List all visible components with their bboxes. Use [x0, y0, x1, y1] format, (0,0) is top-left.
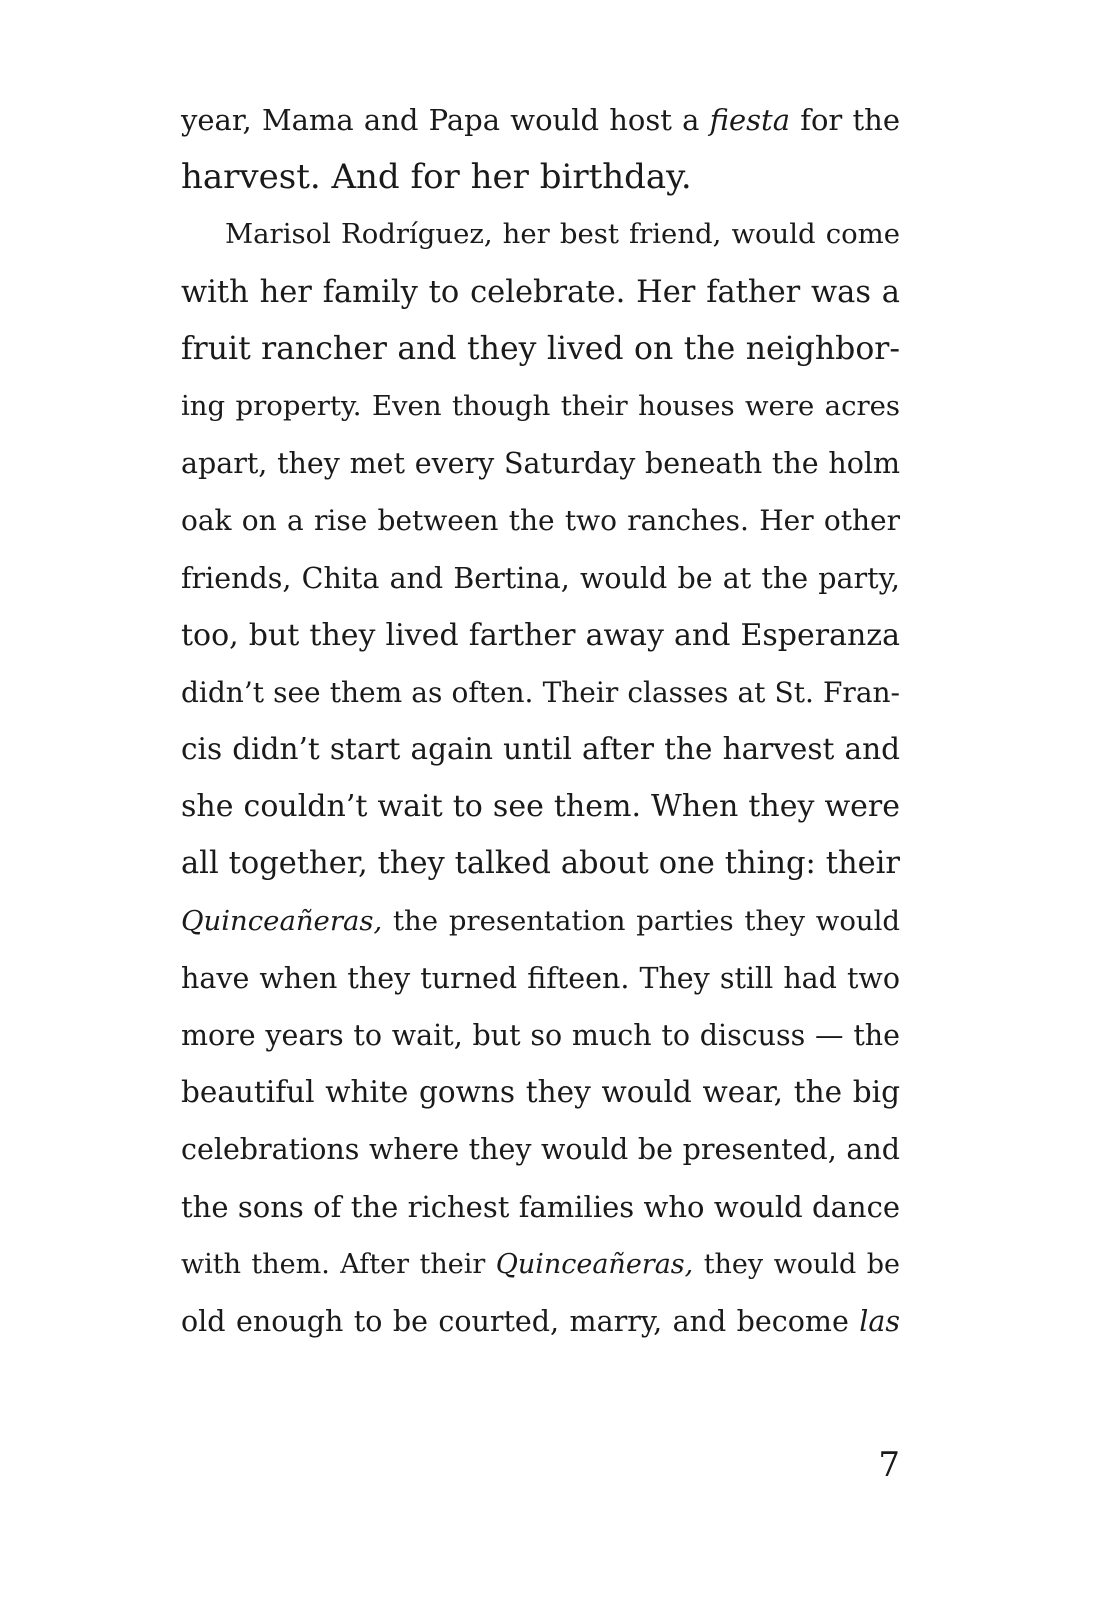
text-line [181, 607, 900, 664]
text-line [181, 893, 900, 950]
text-line [181, 149, 900, 206]
text-line [181, 1236, 900, 1293]
text-segment: friends, Chita and Bertina, would be at the party, [181, 561, 900, 595]
text-segment: they would be [693, 1248, 900, 1280]
text-segment: too, but they lived farther away and Esperanza [181, 617, 900, 653]
italic-text: las [859, 1304, 900, 1338]
text-line [181, 206, 900, 263]
text-segment: the presentation parties they would [382, 904, 900, 937]
italic-text: fiesta [709, 103, 790, 137]
text-segment: harvest. And for her birthday. [181, 157, 692, 198]
text-line [181, 664, 900, 721]
text-line [181, 721, 900, 778]
page-number: 7 [878, 1445, 900, 1485]
text-line [181, 378, 900, 435]
text-segment: fruit rancher and they lived on the neighbor- [181, 330, 900, 367]
text-line [181, 835, 900, 892]
text-line [181, 1293, 900, 1350]
text-line [181, 550, 900, 607]
text-segment: Marisol Rodríguez, her best friend, would come [225, 218, 900, 251]
text-segment: apart, they met every Saturday beneath the holm [181, 447, 900, 481]
text-line [181, 435, 900, 492]
text-line [181, 1179, 900, 1236]
text-segment: with them. After their [181, 1248, 496, 1280]
text-line [181, 1064, 900, 1121]
text-line [181, 264, 900, 321]
text-segment: the sons of the richest families who would dance [181, 1189, 900, 1224]
text-segment: more years to wait, but so much to discuss — the [181, 1019, 900, 1052]
italic-text: Quinceañeras, [181, 904, 383, 937]
body-text [181, 92, 900, 1350]
text-segment: celebrations where they would be presented, and [181, 1133, 900, 1167]
text-segment: beautiful white gowns they would wear, the big [181, 1075, 900, 1110]
text-line [181, 492, 900, 549]
text-segment: didn’t see them as often. Their classes at St. Fran- [181, 675, 900, 709]
text-line [181, 1007, 900, 1064]
text-line [181, 92, 900, 149]
text-segment: all together, they talked about one thing: their [181, 846, 900, 882]
text-segment: old enough to be courted, marry, and become [181, 1304, 860, 1338]
text-line [181, 321, 900, 378]
text-line [181, 1121, 900, 1178]
text-segment: with her family to celebrate. Her father was a [181, 274, 900, 310]
text-line [181, 778, 900, 835]
text-line [181, 950, 900, 1007]
italic-text: Quinceañeras, [495, 1248, 694, 1280]
text-segment: oak on a rise between the two ranches. Her other [181, 504, 900, 538]
text-segment: for the [790, 103, 900, 137]
text-segment: cis didn’t start again until after the harvest and [181, 732, 900, 767]
text-segment: have when they turned fifteen. They still had two [181, 961, 900, 995]
text-segment: ing property. Even though their houses were acres [181, 389, 900, 422]
text-segment: she couldn’t wait to see them. When they were [181, 789, 900, 825]
text-segment: year, Mama and Papa would host a [181, 103, 710, 137]
